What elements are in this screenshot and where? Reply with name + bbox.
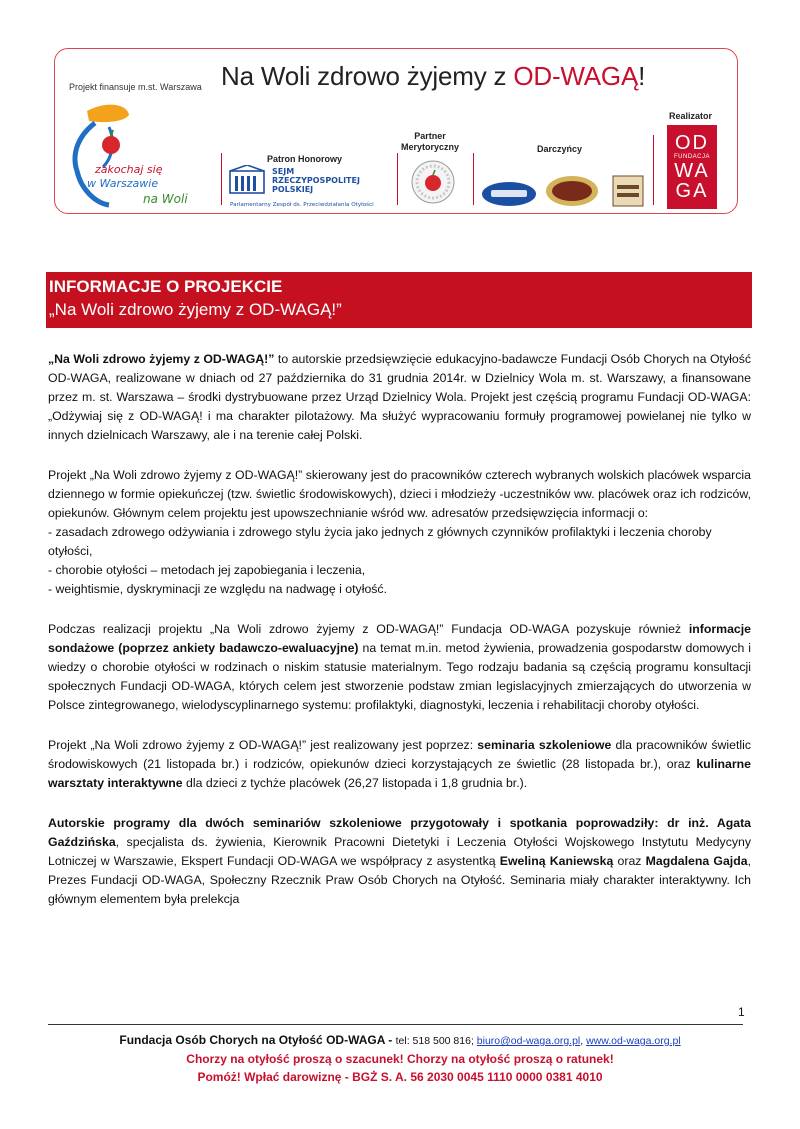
- header-banner: [54, 48, 738, 214]
- divider: [653, 135, 654, 205]
- page-number: 1: [738, 1005, 745, 1019]
- authors-bold-1: Autorskie programy dla dwóch seminariów szkoleniowe przygotowały i spotkania poprowadziły: dr inż. Agata Gaździńska: [48, 816, 751, 849]
- topics-list: [48, 523, 751, 599]
- authors-text-a: , specjalista ds. żywienia, Kierownik Pracowni Dietetyki i Leczenia Otyłości Wojskowego Instytutu Medycyny Lotniczej w Warszawie, Ekspert Fundacji OD-WAGA we współpracy z asystentką: [48, 835, 751, 868]
- footer-org: Fundacja Osób Chorych na Otyłość OD-WAGA -: [119, 1033, 396, 1047]
- warsaw-logo: [65, 101, 215, 209]
- footer-bank-account: Pomóż! Wpłać darowiznę - BGŻ S. A. 56 2030 0045 1110 0000 0381 4010: [197, 1070, 603, 1084]
- authors-text-b: oraz: [613, 854, 646, 868]
- patron-label: Patron Honorowy: [267, 154, 343, 164]
- activities-text-c: dla dzieci z tychże placówek (26,27 listopada i 1,8 grudnia br.).: [182, 776, 528, 790]
- survey-bold: informacje sondażowe (poprzez ankiety badawczo-ewaluacyjne): [48, 622, 751, 655]
- warsaw-logo-line2: w Warszawie: [87, 177, 159, 190]
- footer-slogan: Chorzy na otyłość proszą o szacunek! Chorzy na otyłość proszą o ratunek!: [186, 1052, 614, 1066]
- intro-text: to autorskie przedsięwzięcie edukacyjno-badawcze Fundacji Osób Chorych na Otyłość OD-WAGA, realizowane w dniach od 27 października do 31 grudnia 2014r. w Dzielnicy Wola m. st. Warszawy, a finansowane przez m. st. Warszawa – środki dystrybuowane przez Urząd Dzielnicy Wola. Projekt jest częścią programu Fundacji OD-WAGA: „Odżywiaj się z OD-WAGĄ! i ma charakter pilotażowy. Ma służyć wypracowaniu formuły programowej powielanej nie tylko w innych dzielnicach Warszawy, ale i na terenie całej Polski.: [48, 352, 751, 442]
- funded-by-text: Projekt finansuje m.st. Warszawa: [69, 82, 202, 92]
- banner-title-end: !: [638, 61, 646, 91]
- activities-text-b: dla pracowników świetlic środowiskowych (21 listopada br.) i rodziców, opiekunów dzieci korzystających ze świetlic (28 listopada br.), oraz: [48, 738, 751, 771]
- footer-phone: tel: 518 500 816;: [395, 1035, 477, 1047]
- footer-rule: [48, 1024, 743, 1025]
- survey-text-a: Podczas realizacji projektu „Na Woli zdrowo żyjemy z OD-WAGĄ!” Fundacja OD-WAGA pozyskuje również: [48, 622, 689, 636]
- paragraph-survey: [48, 620, 751, 715]
- paragraph-intro: [48, 350, 751, 445]
- odwaga-logo-line1: OD: [675, 132, 709, 154]
- authors-text-c: , Prezes Fundacji OD-WAGA, Społeczny Rzecznik Praw Osób Chorych na Otyłość. Seminaria miały charakter interaktywny. Ich głównym elementem była prelekcja: [48, 854, 751, 906]
- survey-text-b: na temat m.in. metod żywienia, prowadzenia gospodarstw domowych i wiedzy o chorobie otyłości w rodzinach o niskim statusie materialnym. Tego rodzaju badania są częścią programu konsultacji społecznych Fundacji OD-WAGA, których celem jest stworzenie podstaw zmian legislacyjnych zmierzających do utworzenia w Polsce zintegrowanego, wielodyscyplinarnego systemu: profilaktyki, diagnostyki, leczenia i rehabilitacji choroby otyłości.: [48, 641, 751, 712]
- authors-bold-3: Magdalena Gajda: [645, 854, 748, 868]
- partner-logo: [410, 159, 456, 205]
- document-body: [48, 350, 751, 909]
- odwaga-logo-line2: FUNDACJA: [673, 154, 710, 160]
- paragraph-authors: [48, 814, 751, 909]
- sejm-line3: POLSKIEJ: [272, 185, 314, 194]
- donors-label: Darczyńcy: [537, 144, 583, 154]
- list-item: - zasadach zdrowego odżywiania i zdrowego stylu życia jako jednych z głównych czynników profilaktyki i leczenia choroby otyłości,: [48, 525, 712, 558]
- list-item: - weightismie, dyskryminacji ze względu na nadwagę i otyłość.: [48, 582, 387, 596]
- section-subtitle: „Na Woli zdrowo żyjemy z OD-WAGĄ!”: [49, 300, 342, 319]
- warsaw-logo-line1: zakochaj się: [95, 163, 163, 176]
- warsaw-logo-line3: na Woli: [143, 192, 188, 206]
- paragraph-target: Projekt „Na Woli zdrowo żyjemy z OD-WAGĄ!” skierowany jest do pracowników czterech wybranych wolskich placówek wsparcia dziennego w formie opiekuńczej (tzw. świetlic środowiskowych), dzieci i młodzieży -uczestników ww. placówek oraz ich rodziców, opiekunów. Głównym celem projektu jest upowszechnianie wśród ww. adresatów przedsięwzięcia informacji o:: [48, 468, 751, 520]
- activities-text-a: Projekt „Na Woli zdrowo żyjemy z OD-WAGĄ!” jest realizowany jest poprzez:: [48, 738, 478, 752]
- odwaga-logo-line4: GA: [675, 180, 709, 202]
- intro-bold: „Na Woli zdrowo żyjemy z OD-WAGĄ!”: [48, 352, 275, 366]
- banner-title-brand: OD-WAGĄ: [513, 61, 639, 91]
- sejm-line2: RZECZYPOSPOLITEJ: [272, 176, 360, 185]
- banner-title-main: Na Woli zdrowo żyjemy z: [221, 61, 514, 91]
- divider: [221, 153, 222, 205]
- authors-bold-2: Eweliną Kaniewską: [499, 854, 614, 868]
- partner-label-line2: Merytoryczny: [400, 142, 460, 152]
- list-item: - chorobie otyłości – metodach jej zapobiegania i leczenia,: [48, 563, 366, 577]
- odwaga-logo-line3: WA: [674, 160, 710, 182]
- footer-website-link[interactable]: www.od-waga.org.pl: [586, 1035, 681, 1047]
- camera-work-logo-icon: [613, 176, 643, 206]
- activities-bold-workshops: kulinarne warsztaty interaktywne: [48, 757, 751, 790]
- donor-logos: [481, 174, 681, 210]
- footer: [0, 1030, 800, 1086]
- partner-label: [385, 131, 475, 153]
- sejm-caption: Parlamentarny Zespół ds. Przeciwdziałania Otyłości: [230, 202, 374, 208]
- section-heading: [46, 272, 752, 328]
- divider: [397, 153, 398, 205]
- footer-email-link[interactable]: biuro@od-waga.org.pl: [476, 1035, 581, 1047]
- footer-separator: ,: [580, 1035, 587, 1047]
- activities-bold-seminars: seminaria szkoleniowe: [477, 738, 612, 752]
- footer-contact-line: [0, 1031, 800, 1050]
- divider: [473, 153, 474, 205]
- section-title: INFORMACJE O PROJEKCIE: [49, 277, 283, 296]
- banner-title: [221, 61, 645, 92]
- sejm-logo: [228, 165, 398, 209]
- realizator-label: Realizator: [669, 111, 713, 121]
- sejm-line1: SEJM: [272, 167, 295, 176]
- partner-label-line1: Partner: [414, 131, 446, 141]
- odwaga-logo: [667, 125, 717, 209]
- paragraph-activities: [48, 736, 751, 793]
